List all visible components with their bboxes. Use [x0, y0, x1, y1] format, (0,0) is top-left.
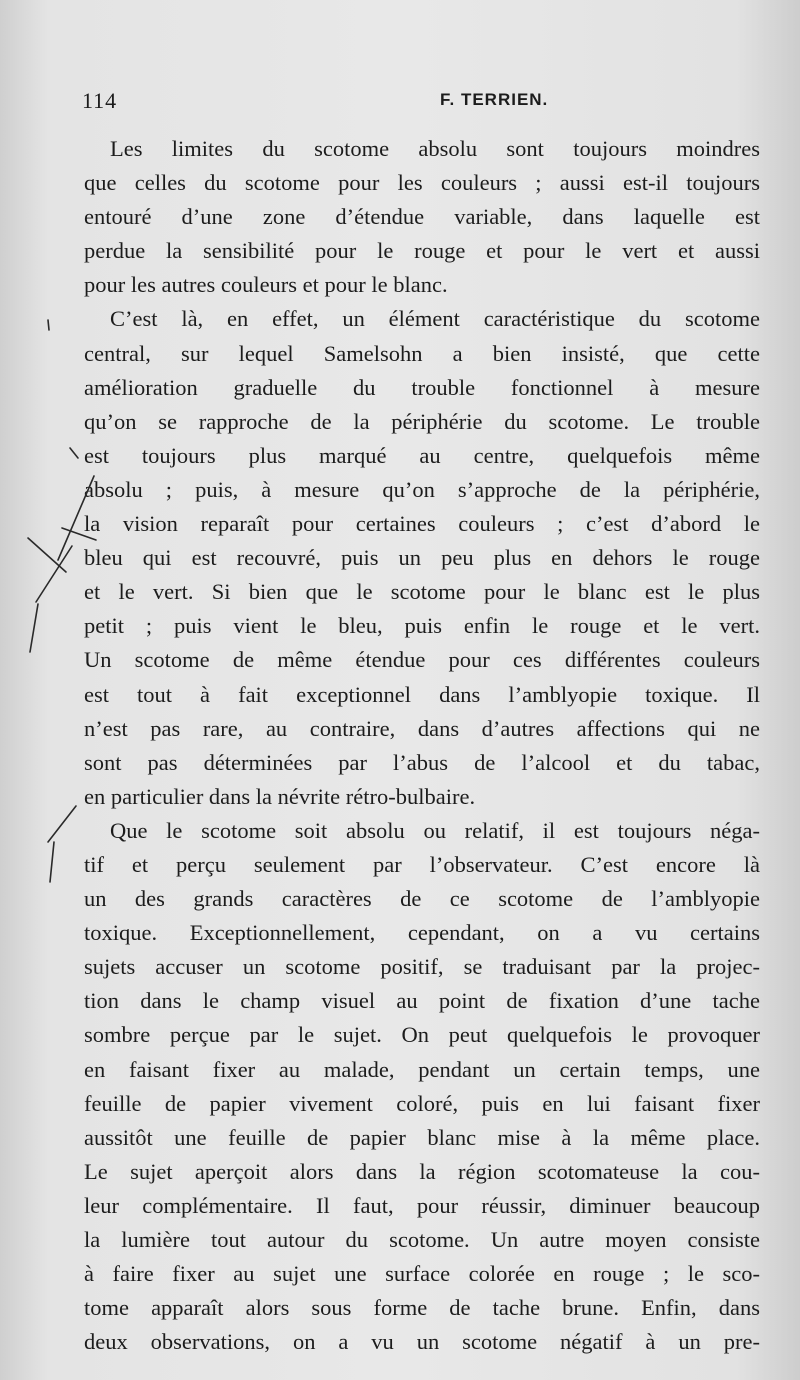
text-line: est toujours plus marqué au centre, quelquefois même — [84, 442, 760, 468]
text-line: Un scotome de même étendue pour ces différentes couleurs — [84, 647, 760, 673]
text-line: feuille de papier vivement coloré, puis en lui faisant fixer — [84, 1090, 760, 1116]
text-line: et le vert. Si bien que le scotome pour le blanc est le plus — [84, 579, 760, 605]
text-line: un des grands caractères de ce scotome de l’amblyopie — [84, 886, 760, 912]
text-line: deux observations, on a vu un scotome négatif à un pre- — [84, 1329, 760, 1355]
text-line: Que le scotome soit absolu ou relatif, il est toujours néga- — [110, 817, 760, 843]
text-line: amélioration graduelle du trouble fonctionnel à mesure — [84, 374, 760, 400]
text-line: en faisant fixer au malade, pendant un certain temps, une — [84, 1056, 760, 1082]
text-line: à faire fixer au sujet une surface colorée en rouge ; le sco- — [84, 1261, 760, 1287]
text-line: leur complémentaire. Il faut, pour réussir, diminuer beaucoup — [84, 1192, 760, 1218]
text-line: sombre perçue par le sujet. On peut quelquefois le provoquer — [84, 1022, 760, 1048]
text-line: sujets accuser un scotome positif, se traduisant par la projec- — [84, 954, 760, 980]
margin-slash — [50, 842, 54, 882]
text-line: en particulier dans la névrite rétro-bulbaire. — [84, 783, 476, 809]
text-line: qu’on se rapproche de la périphérie du scotome. Le trouble — [84, 408, 760, 434]
margin-cross-stroke — [36, 546, 72, 602]
text-line: tome apparaît alors sous forme de tache brune. Enfin, dans — [84, 1295, 760, 1321]
text-line: Le sujet aperçoit alors dans la région scotomateuse la cou- — [84, 1158, 760, 1184]
text-line: que celles du scotome pour les couleurs ; aussi est-il toujours — [84, 170, 760, 196]
text-line: petit ; puis vient le bleu, puis enfin le rouge et le vert. — [84, 613, 760, 639]
page-number: 114 — [82, 88, 118, 113]
text-line: absolu ; puis, à mesure qu’on s’approche de la périphérie, — [84, 476, 760, 502]
running-head: F. TERRIEN. — [440, 90, 549, 109]
margin-slash — [48, 806, 76, 842]
text-line: toxique. Exceptionnellement, cependant, on a vu certains — [84, 920, 760, 946]
text-line: la lumière tout autour du scotome. Un autre moyen consiste — [84, 1227, 760, 1252]
page-header — [82, 88, 742, 118]
margin-cross-stroke — [30, 604, 38, 652]
text-line: n’est pas rare, au contraire, dans d’autres affections qui ne — [84, 715, 760, 741]
text-line: tion dans le champ visuel au point de fixation d’une tache — [84, 988, 760, 1014]
text-line: sont pas déterminées par l’abus de l’alcool et du tabac, — [84, 749, 760, 775]
text-line: central, sur lequel Samelsohn a bien insisté, que cette — [84, 340, 760, 366]
text-line: perdue la sensibilité pour le rouge et pour le vert et aussi — [84, 238, 760, 264]
text-line: entouré d’une zone d’étendue variable, dans laquelle est — [84, 204, 760, 230]
text-line: la vision reparaît pour certaines couleurs ; c’est d’abord le — [84, 511, 760, 537]
text-line: est tout à fait exceptionnel dans l’amblyopie toxique. Il — [84, 681, 760, 707]
text-line: tif et perçu seulement par l’observateur. C’est encore là — [84, 851, 760, 877]
text-line: Les limites du scotome absolu sont toujours moindres — [110, 136, 760, 161]
text-line: C’est là, en effet, un élément caractéristique du scotome — [110, 306, 760, 332]
margin-cross-stroke — [28, 538, 66, 572]
margin-tick — [70, 448, 78, 458]
text-line: pour les autres couleurs et pour le blanc. — [84, 272, 448, 298]
body-text — [84, 132, 760, 1359]
text-line: aussitôt une feuille de papier blanc mise à la même place. — [84, 1124, 760, 1150]
text-line: bleu qui est recouvré, puis un peu plus en dehors le rouge — [84, 545, 760, 571]
margin-dot — [48, 320, 49, 330]
